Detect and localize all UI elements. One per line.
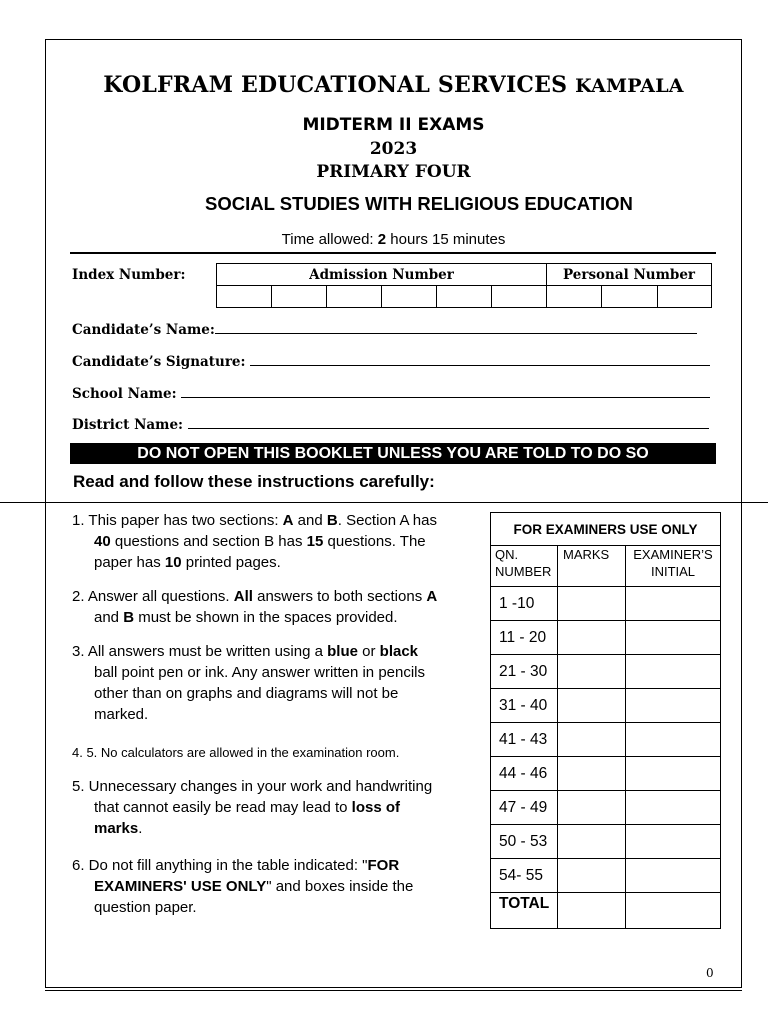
index-number-label: Index Number:	[72, 267, 186, 283]
marks-cell[interactable]	[558, 757, 626, 791]
candidate-signature-label: Candidate’s Signature:	[72, 354, 246, 370]
admission-digit-box[interactable]	[437, 286, 492, 308]
qn-range: 41 - 43	[491, 723, 558, 757]
page-number: 0	[706, 966, 714, 980]
time-allowed	[46, 231, 741, 248]
text: paper has	[94, 554, 165, 571]
qn-range: 47 - 49	[491, 791, 558, 825]
text: B	[123, 609, 135, 626]
table-row	[491, 689, 721, 723]
marks-cell[interactable]	[558, 859, 626, 893]
class-name: PRIMARY FOUR	[316, 162, 471, 182]
district-name-field	[72, 416, 709, 433]
marks-cell[interactable]	[558, 621, 626, 655]
school-name-line[interactable]	[181, 385, 710, 398]
text: that cannot easily be read may lead to	[94, 799, 352, 816]
text: loss of	[351, 799, 401, 816]
table-row	[491, 757, 721, 791]
total-row	[491, 893, 721, 929]
table-row	[491, 859, 721, 893]
candidate-signature-field	[72, 353, 710, 370]
marks-cell[interactable]	[558, 689, 626, 723]
marks-cell[interactable]	[558, 587, 626, 621]
text: 3. All answers must be written using a	[72, 643, 328, 660]
qn-range: 54- 55	[491, 859, 558, 893]
examiners-table	[490, 512, 721, 929]
text: 1. This paper has two sections:	[72, 512, 283, 529]
text: and	[293, 512, 327, 529]
total-label: TOTAL	[491, 893, 558, 929]
qn-range: 44 - 46	[491, 757, 558, 791]
time-suffix: hours 15 minutes	[386, 231, 506, 248]
text: 15	[306, 533, 324, 550]
marks-cell[interactable]	[558, 825, 626, 859]
instructions-heading: Read and follow these instructions carefully:	[73, 472, 435, 491]
table-row	[491, 723, 721, 757]
text: or	[357, 643, 380, 660]
marks-header: MARKS	[558, 546, 626, 587]
table-row	[491, 587, 721, 621]
qn-range: 11 - 20	[491, 621, 558, 655]
text: 40	[94, 533, 111, 550]
text: B	[326, 512, 338, 529]
initial-cell[interactable]	[626, 723, 721, 757]
total-marks-cell[interactable]	[558, 893, 626, 929]
qn-range: 21 - 30	[491, 655, 558, 689]
text: FOR	[367, 857, 400, 874]
qn-range: 1 -10	[491, 587, 558, 621]
text: answers to both sections	[252, 588, 427, 605]
text: A	[426, 588, 438, 605]
personal-digit-box[interactable]	[602, 286, 657, 308]
text: 6. Do not fill anything in the table indicated: "	[72, 857, 368, 874]
admission-digit-box[interactable]	[217, 286, 272, 308]
text: other than on graphs and diagrams will not be	[94, 685, 399, 702]
text: All	[233, 588, 253, 605]
text: 5. Unnecessary changes in your work and handwriting	[72, 778, 433, 795]
text: 2. Answer all questions.	[72, 588, 234, 605]
text: and	[94, 609, 124, 626]
table-row	[491, 655, 721, 689]
text: black	[379, 643, 419, 660]
initial-cell[interactable]	[626, 621, 721, 655]
admission-digit-box[interactable]	[492, 286, 547, 308]
org-city: KAMPALA	[575, 75, 684, 97]
subject-title: SOCIAL STUDIES WITH RELIGIOUS EDUCATION	[205, 193, 633, 214]
header-divider	[70, 252, 716, 254]
text: ball point pen or ink. Any answer written in pencils	[94, 664, 426, 681]
text: A	[282, 512, 294, 529]
text: printed pages.	[181, 554, 281, 571]
instruction-6	[72, 855, 477, 918]
table-row	[491, 825, 721, 859]
text: marks	[94, 820, 139, 837]
personal-number-header: Personal Number	[547, 264, 712, 286]
total-initial-cell[interactable]	[626, 893, 721, 929]
initial-cell[interactable]	[626, 587, 721, 621]
text: . Section A has	[337, 512, 437, 529]
candidate-name-label: Candidate’s Name:	[72, 322, 215, 338]
examiner-initial-header: EXAMINER’S INITIAL	[626, 546, 721, 587]
personal-digit-box[interactable]	[657, 286, 711, 308]
examiners-table-title: FOR EXAMINERS USE ONLY	[491, 513, 721, 546]
initial-cell[interactable]	[626, 859, 721, 893]
initial-cell[interactable]	[626, 791, 721, 825]
marks-cell[interactable]	[558, 723, 626, 757]
index-number-table	[216, 263, 712, 308]
qn-range: 50 - 53	[491, 825, 558, 859]
exam-name: MIDTERM II EXAMS	[302, 115, 485, 135]
warning-banner: DO NOT OPEN THIS BOOKLET UNLESS YOU ARE TOLD TO DO SO	[70, 443, 716, 464]
text: blue	[327, 643, 358, 660]
text: question paper.	[94, 899, 197, 916]
admission-number-header: Admission Number	[217, 264, 547, 286]
instruction-1	[72, 510, 477, 573]
instruction-3	[72, 641, 477, 725]
text: must be shown in the spaces provided.	[134, 609, 398, 626]
candidate-name-line[interactable]	[215, 321, 697, 334]
text: questions. The	[323, 533, 426, 550]
text: marked.	[94, 706, 149, 723]
school-name-label: School Name:	[72, 386, 177, 402]
text: .	[138, 820, 143, 837]
bottom-rule	[45, 990, 742, 991]
marks-cell[interactable]	[558, 791, 626, 825]
personal-digit-box[interactable]	[547, 286, 602, 308]
instruction-5	[72, 776, 477, 839]
organization-title	[46, 72, 741, 98]
section-divider	[0, 502, 768, 503]
instruction-4: 4. 5. No calculators are allowed in the examination room.	[72, 745, 400, 760]
text: " and boxes inside the	[266, 878, 414, 895]
initial-cell[interactable]	[626, 825, 721, 859]
time-hours: 2	[377, 231, 387, 248]
district-name-label: District Name:	[72, 417, 184, 433]
table-row	[491, 621, 721, 655]
table-row	[491, 791, 721, 825]
school-name-field	[72, 385, 710, 402]
time-prefix: Time allowed:	[281, 231, 378, 248]
qn-range: 31 - 40	[491, 689, 558, 723]
text: 10	[164, 554, 182, 571]
initial-cell[interactable]	[626, 655, 721, 689]
admission-digit-box[interactable]	[272, 286, 327, 308]
exam-year: 2023	[369, 139, 418, 159]
initial-cell[interactable]	[626, 689, 721, 723]
candidate-name-field	[72, 321, 697, 338]
text: questions and section B has	[110, 533, 307, 550]
qn-number-header: QN. NUMBER	[491, 546, 558, 587]
candidate-signature-line[interactable]	[250, 353, 710, 366]
instruction-2	[72, 586, 477, 628]
district-name-line[interactable]	[188, 416, 709, 429]
text: EXAMINERS' USE ONLY	[94, 878, 267, 895]
admission-digit-box[interactable]	[327, 286, 382, 308]
org-name: KOLFRAM EDUCATIONAL SERVICES	[103, 72, 568, 98]
marks-cell[interactable]	[558, 655, 626, 689]
initial-cell[interactable]	[626, 757, 721, 791]
admission-digit-box[interactable]	[382, 286, 437, 308]
